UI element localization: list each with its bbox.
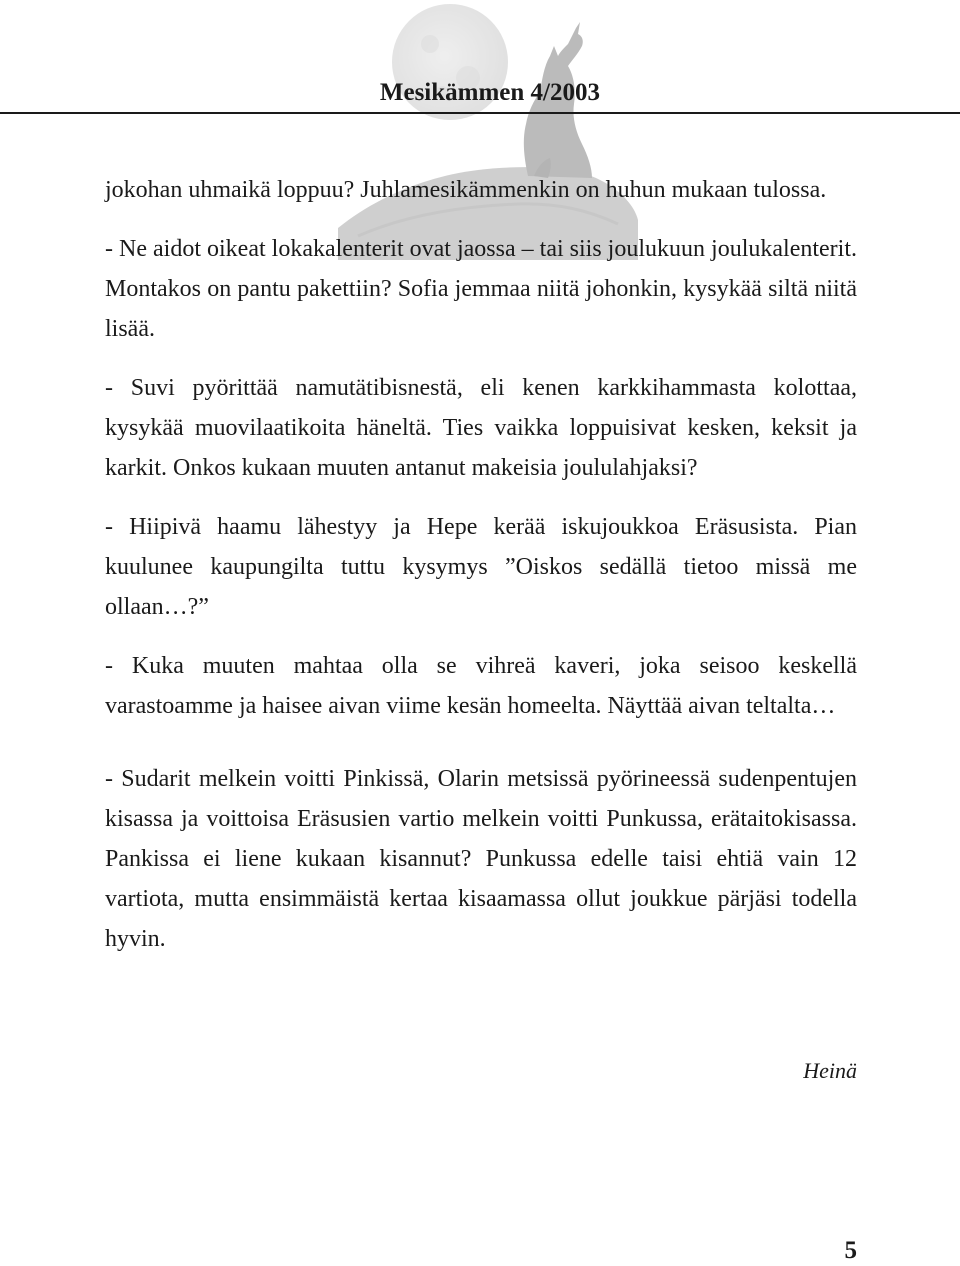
paragraph: - Ne aidot oikeat lokakalenterit ovat jaossa – tai siis joulukuun joulukalenterit. Montakos on pantu pakettiin? Sofia jemmaa niitä johonkin, kysykää siltä niitä lisää. — [105, 236, 857, 342]
paragraph: jokohan uhmaikä loppuu? Juhlamesikämmenkin on huhun mukaan tulossa. — [105, 177, 827, 203]
paragraph: - Hiipivä haamu lähestyy ja Hepe kerää iskujoukkoa Eräsusista. Pian kuulunee kaupungilta tuttu kysymys ”Oiskos sedällä tietoo missä me ollaan…?” — [105, 514, 857, 620]
paragraph: - Suvi pyörittää namutätibisnestä, eli kenen karkkihammasta kolottaa, kysykää muovilaatikoita häneltä. Ties vaikka loppuisivat kesken, keksit ja karkit. Onkos kukaan muuten antanut makeisia joululahjaksi? — [105, 375, 857, 481]
header-divider — [0, 112, 960, 114]
page-number: 5 — [844, 1237, 857, 1264]
page-header-title: Mesikämmen 4/2003 — [379, 79, 600, 106]
article-body — [105, 170, 857, 959]
paragraph: - Kuka muuten mahtaa olla se vihreä kaveri, joka seisoo keskellä varastoamme ja haisee aivan viime kesän homeelta. Näyttää aivan teltalta… — [105, 653, 857, 719]
paragraph: - Sudarit melkein voitti Pinkissä, Olarin metsissä pyörineessä sudenpentujen kisassa ja voittoisa Eräsusien vartio melkein voitti Punkussa, erätaitokisassa. Pankissa ei liene kukaan kisannut? Punkussa edelle taisi ehtiä vain 12 vartiota, mutta ensimmäistä kertaa kisaamassa ollut joukkue pärjäsi todella hyvin. — [105, 766, 857, 952]
author-signature: Heinä — [803, 1058, 857, 1083]
